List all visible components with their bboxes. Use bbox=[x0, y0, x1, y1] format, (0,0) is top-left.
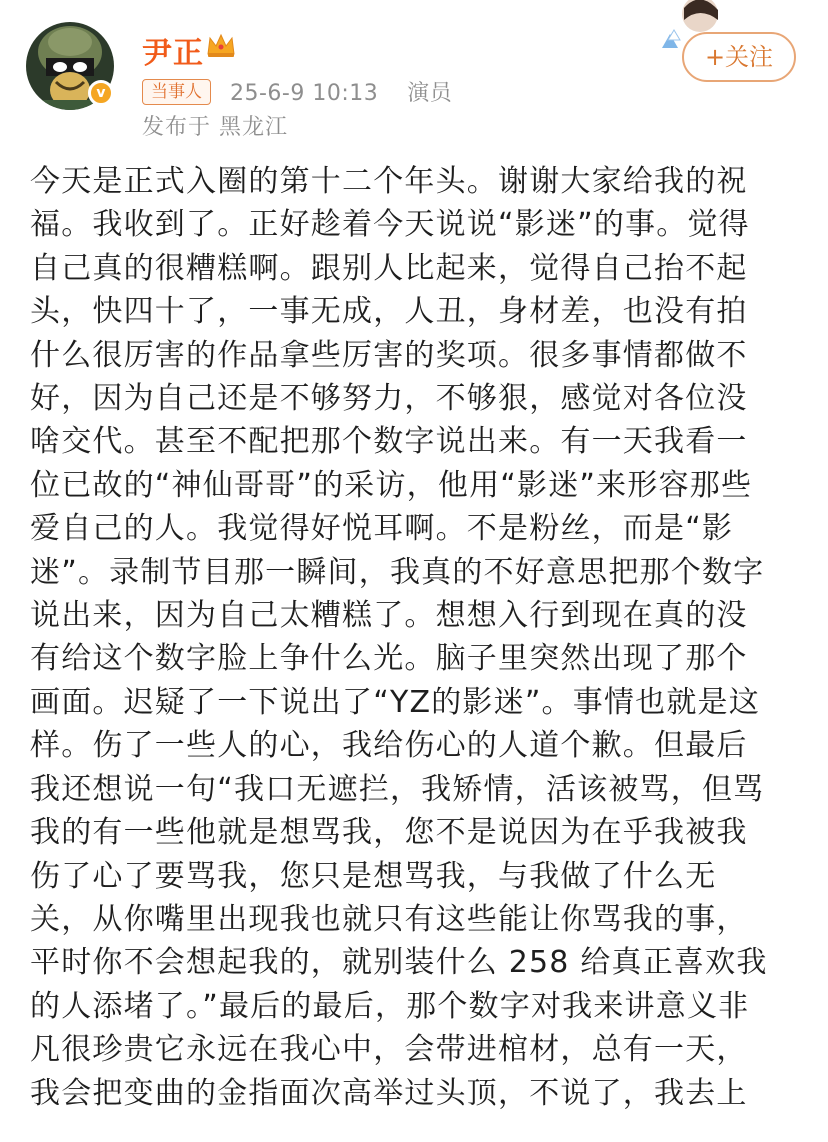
post-line: 啥交代。甚至不配把那个数字说出来。有一天我看一 bbox=[30, 424, 748, 460]
post-line: 画面。迟疑了一下说出了“YZ的影迷”。事情也就是这 bbox=[30, 684, 760, 720]
post-line: 说出来，因为自己太糟糕了。想想入行到现在真的没 bbox=[30, 598, 748, 634]
post-line: 自己真的很糟糕啊。跟别人比起来，觉得自己抬不起 bbox=[30, 250, 748, 286]
post-line: 的人添堵了。”最后的最后，那个数字对我来讲意义非 bbox=[30, 988, 750, 1024]
post-line: 样。伤了一些人的心，我给伤心的人道个歉。但最后 bbox=[30, 728, 748, 764]
status-badge: 当事人 bbox=[142, 79, 211, 105]
post-location: 发布于 黑龙江 bbox=[142, 115, 288, 140]
post-meta bbox=[230, 76, 452, 107]
post-line: 我会把变曲的金指面次高举过头顶，不说了，我去上 bbox=[30, 1075, 748, 1111]
post-line: 什么很厉害的作品拿些厉害的奖项。很多事情都做不 bbox=[30, 337, 748, 373]
post-line: 伤了心了要骂我，您只是想骂我，与我做了什么无 bbox=[30, 858, 717, 894]
post-line: 位已故的“神仙哥哥”的采访，他用“影迷”来形容那些 bbox=[30, 467, 753, 503]
post-date-time: 25-6-9 10:13 bbox=[230, 81, 379, 106]
post-line: 有给这个数字脸上争什么光。脑子里突然出现了那个 bbox=[30, 641, 748, 677]
post-line: 我还想说一句“我口无遮拦，我矫情，活该被骂，但骂 bbox=[30, 771, 765, 807]
post-line: 头，快四十了，一事无成，人丑，身材差，也没有拍 bbox=[30, 294, 748, 330]
crown-icon bbox=[206, 32, 236, 62]
follow-button[interactable]: +关注 bbox=[682, 32, 796, 82]
post-line: 今天是正式入圈的第十二个年头。谢谢大家给我的祝 bbox=[30, 164, 748, 199]
post-line: 爱自己的人。我觉得好悦耳啊。不是粉丝，而是“影 bbox=[30, 511, 734, 547]
post-line: 迷”。录制节目那一瞬间，我真的不好意思把那个数字 bbox=[30, 554, 765, 590]
post-line: 关，从你嘴里出现我也就只有这些能让你骂我的事， bbox=[30, 901, 748, 937]
post-line: 福。我收到了。正好趁着今天说说“影迷”的事。觉得 bbox=[30, 207, 750, 243]
post-line: 平时你不会想起我的，就别装什么 258 给真正喜欢我 bbox=[30, 945, 768, 981]
post-line: 我的有一些他就是想骂我，您不是说因为在乎我被我 bbox=[30, 815, 748, 851]
post-line: 凡很珍贵它永远在我心中，会带进棺材，总有一天， bbox=[30, 1032, 748, 1068]
verified-icon: v bbox=[88, 80, 114, 106]
username[interactable]: 尹正 bbox=[142, 36, 204, 71]
post-content bbox=[30, 160, 820, 1115]
post-role: 演员 bbox=[407, 81, 453, 106]
post-line: 好，因为自己还是不够努力，不够狠，感觉对各位没 bbox=[30, 381, 748, 417]
